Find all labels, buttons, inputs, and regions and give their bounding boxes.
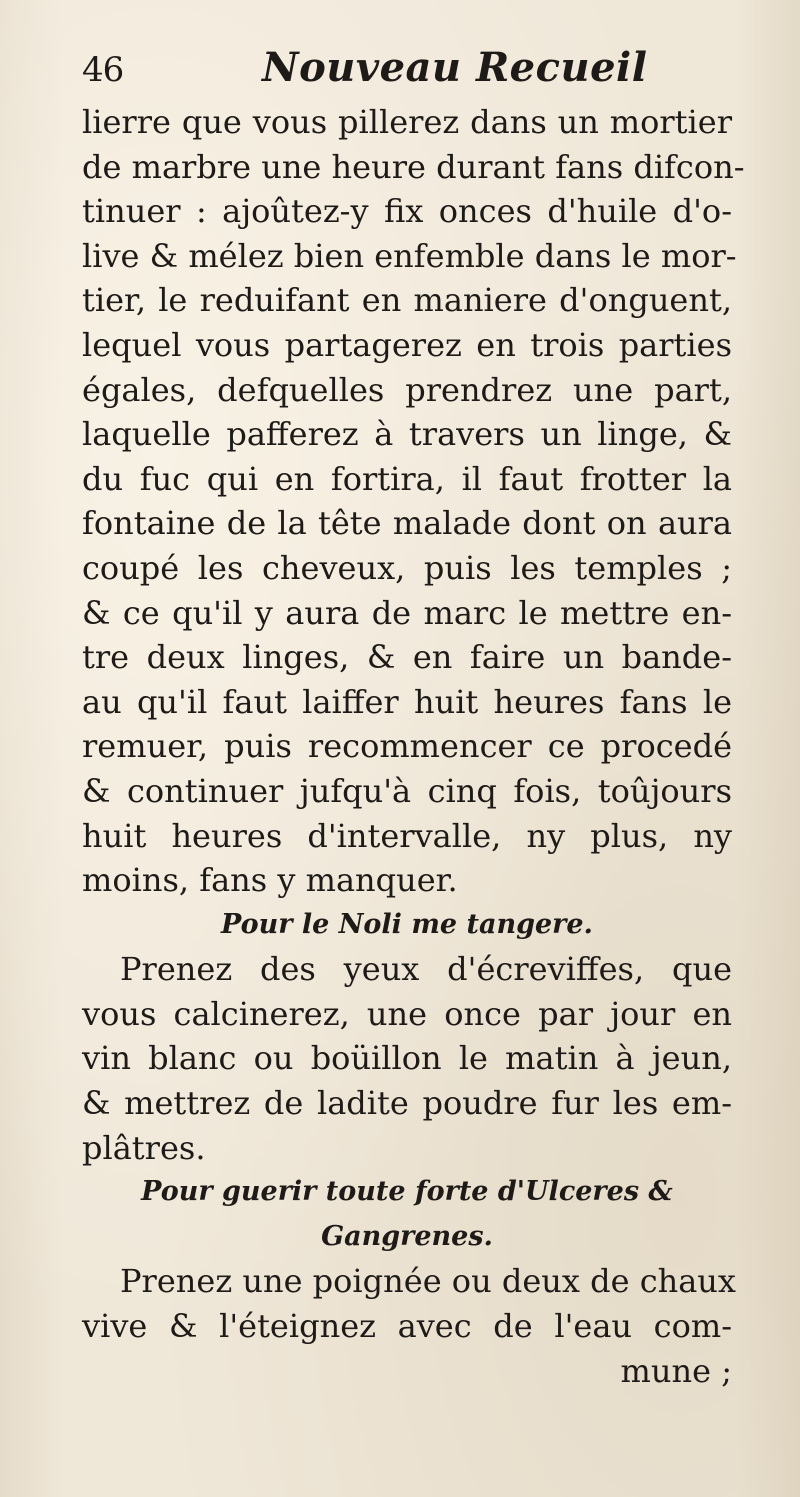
running-head	[82, 44, 722, 94]
running-title: Nouveau Recueil	[262, 44, 648, 91]
text-line: laquelle pafferez à travers un linge, &	[82, 415, 732, 454]
text-line: tier, le reduifant en maniere d'onguent,	[82, 281, 732, 320]
text-line: plâtres.	[82, 1128, 206, 1167]
text-line: remuer, puis recommencer ce procedé	[82, 727, 732, 766]
text-line: & mettrez de ladite poudre fur les em-	[82, 1084, 732, 1123]
section-heading-noli: Pour le Noli me tangere.	[221, 908, 593, 940]
section-heading-ulceres: Pour guerir toute forte d'Ulceres &	[141, 1176, 673, 1208]
text-line: tinuer : ajoûtez-y fix onces d'huile d'o-	[82, 192, 732, 231]
text-line: fontaine de la tête malade dont on aura	[82, 504, 732, 543]
text-line: égales, defquelles prendrez une part,	[82, 370, 732, 409]
text-line: Prenez des yeux d'écreviffes, que	[120, 950, 732, 989]
body-text	[82, 100, 745, 1393]
page-number: 46	[82, 50, 124, 90]
text-line: lequel vous partagerez en trois parties	[82, 325, 732, 364]
text-line: vive & l'éteignez avec de l'eau com-	[82, 1307, 732, 1346]
text-line: coupé les cheveux, puis les temples ;	[82, 548, 732, 587]
text-line: vous calcinerez, une once par jour en	[82, 994, 732, 1033]
catchword: mune ;	[620, 1351, 732, 1390]
text-line: huit heures d'intervalle, ny plus, ny	[82, 816, 732, 855]
text-line: & ce qu'il y aura de marc le mettre en-	[82, 593, 732, 632]
text-line: lierre que vous pillerez dans un mortier	[82, 103, 732, 141]
text-line: Prenez une poignée ou deux de chaux	[120, 1262, 736, 1301]
text-line: vin blanc ou boüillon le matin à jeun,	[82, 1039, 732, 1078]
text-line: moins, fans y manquer.	[82, 861, 458, 900]
text-line: live & mélez bien enfemble dans le mor-	[82, 236, 737, 275]
text-line: au qu'il faut laiffer huit heures fans le	[82, 682, 732, 721]
text-line: & continuer jufqu'à cinq fois, toûjours	[82, 771, 732, 810]
text-line: de marbre une heure durant fans difcon-	[82, 147, 745, 186]
text-line: tre deux linges, & en faire un bande-	[82, 638, 732, 677]
section-heading-ulceres-cont: Gangrenes.	[321, 1220, 493, 1252]
text-line: du fuc qui en fortira, il faut frotter la	[82, 459, 732, 498]
